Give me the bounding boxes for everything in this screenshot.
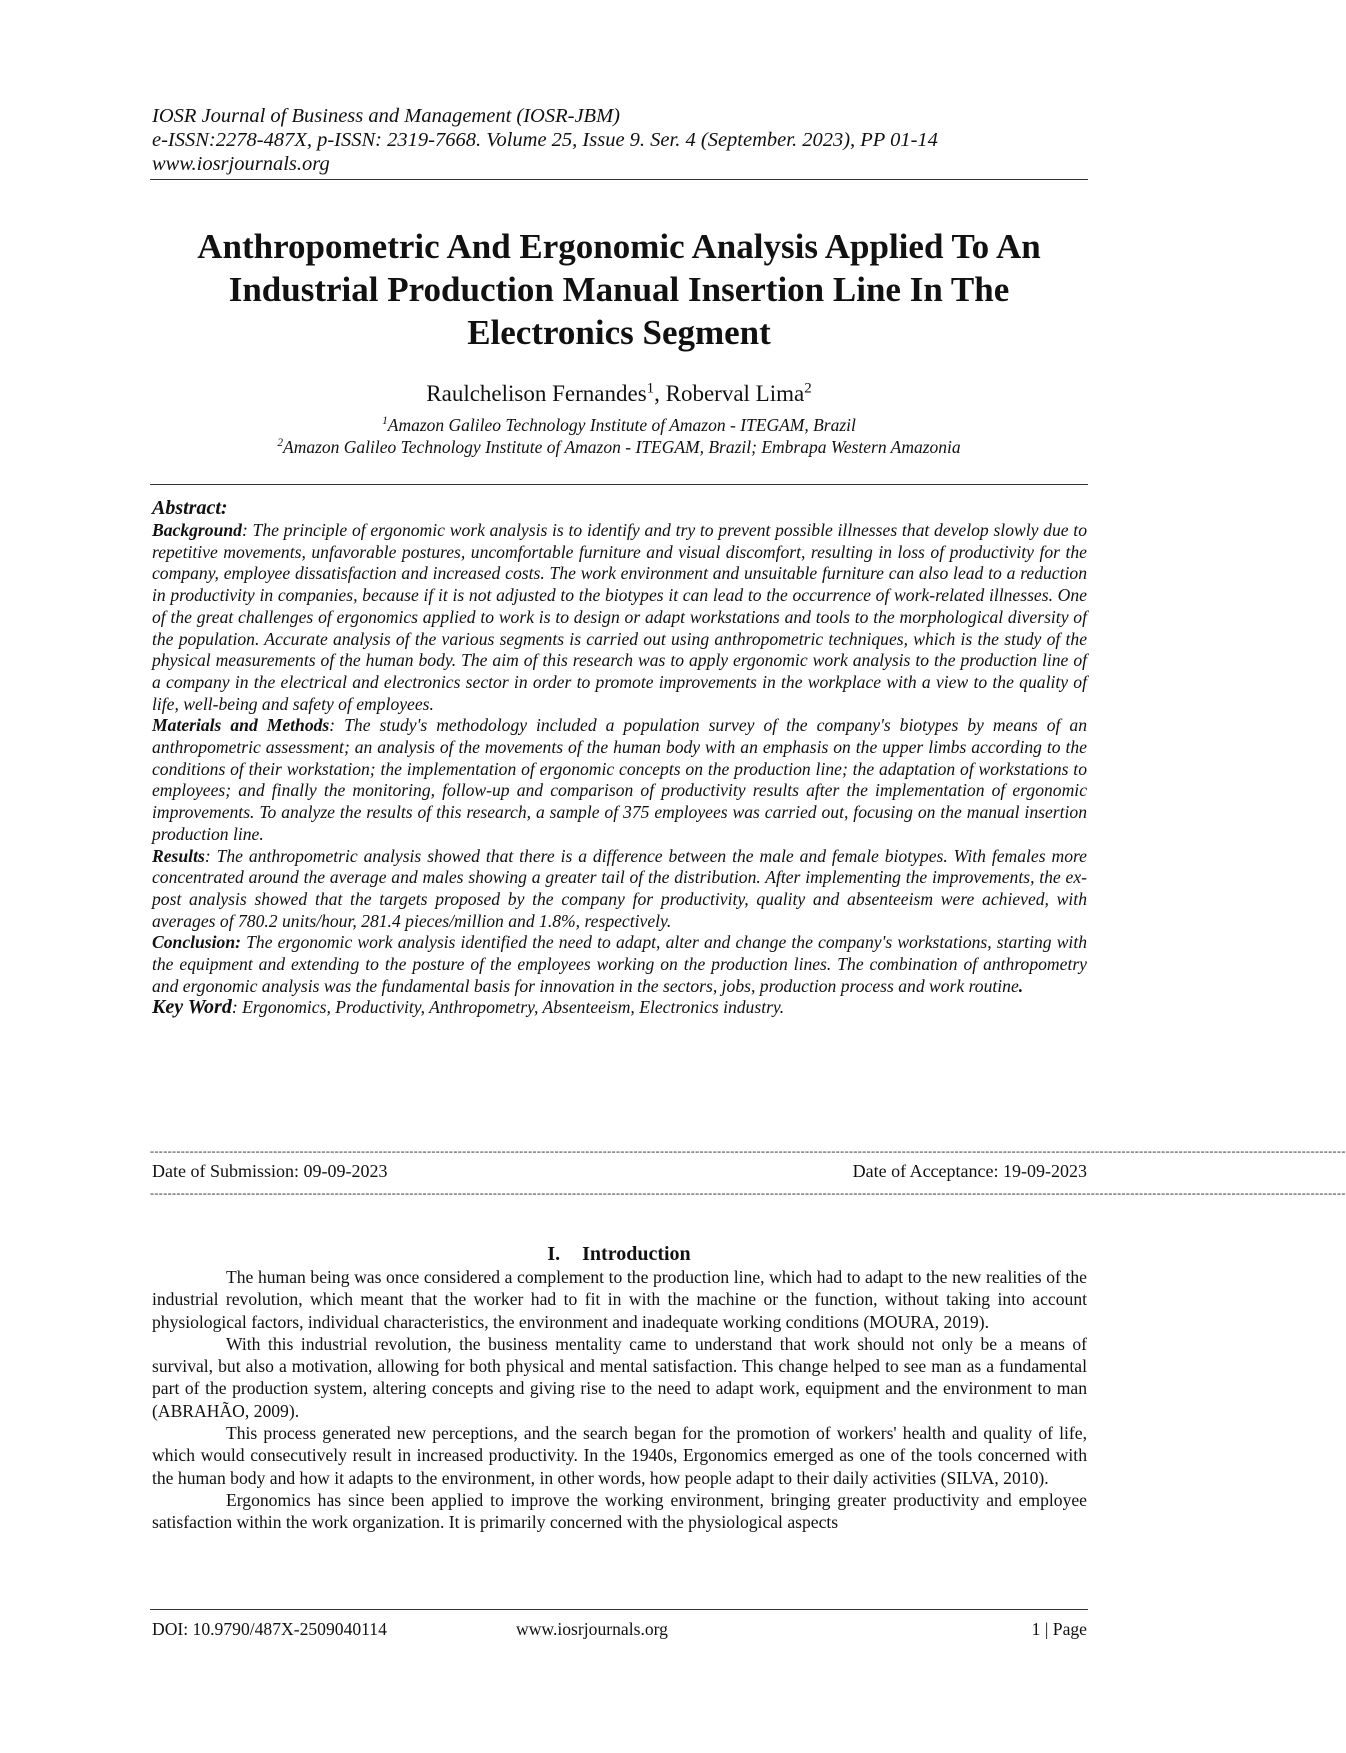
author-2: Roberval Lima — [665, 381, 805, 406]
affiliation-1-sup: 1 — [382, 415, 388, 428]
background-text: : The principle of ergonomic work analysis is to identify and try to prevent possible illnesses that develop slowly due to repetitive movements, unfavorable postures, uncomfortable furniture and visual discomfort, resulting in loss of productivity for the company, employee dissatisfaction and increased costs. The work environment and unsuitable furniture can also lead to a reduction in productivity in companies, because if it is not adjusted to the biotypes it can lead to the occurrence of work-related illnesses. One of the great challenges of ergonomics applied to work is to design or adapt workstations and tools to the morphological diversity of the population. Accurate analysis of the various segments is carried out using anthropometric techniques, which is the study of the physical measurements of the human body. The aim of this research was to apply ergonomic work analysis to the production line of a company in the electrical and electronics sector in order to promote improvements in the workplace with a view to the quality of life, well-being and safety of employees. — [152, 520, 1087, 714]
footer-page-number: 1 | Page — [1031, 1619, 1087, 1639]
issn-line: e-ISSN:2278-487X, p-ISSN: 2319-7668. Volume 25, Issue 9. Ser. 4 (September. 2023), PP 01-14 — [152, 129, 938, 151]
background-label: Background — [152, 520, 242, 540]
abstract-rule — [150, 484, 1088, 485]
abstract-background — [152, 520, 1087, 715]
results-text: : The anthropometric analysis showed that there is a difference between the male and female biotypes. With females more concentrated around the average and males showing a greater tail of the distribution. After implementing the improvements, the ex-post analysis showed that the targets proposed by the company for productivity, quality and absenteeism were achieved, with averages of 780.2 units/hour, 281.4 pieces/million and 1.8%, respectively. — [152, 845, 1087, 931]
intro-paragraph: The human being was once considered a complement to the production line, which had to adapt to the new realities of the industrial revolution, which meant that the worker had to fit in with the machine or the function, without taking into account physiological factors, individual characteristics, the environment and inadequate working conditions (MOURA, 2019). — [152, 1267, 1087, 1332]
affiliation-2-sup: 2 — [277, 437, 284, 450]
footer-rule — [150, 1609, 1088, 1610]
journal-website[interactable]: www.iosrjournals.org — [152, 153, 330, 175]
introduction-body — [152, 1266, 1087, 1534]
intro-paragraph: Ergonomics has since been applied to improve the working environment, bringing greater productivity and employee satisfaction within the work organization. It is primarily concerned with the physiological aspects — [152, 1489, 1087, 1533]
methods-text: : The study's methodology included a population survey of the company's biotypes by means of an anthropometric assessment; an analysis of the movements of the human body with an emphasis on the upper limbs according to the conditions of their workstation; the implementation of ergonomic concepts on the production line; the adaptation of workstations to employees; and finally the monitoring, follow-up and comparison of productivity results after the implementation of ergonomic improvements. To analyze the results of this research, a sample of 375 employees was carried out, focusing on the manual insertion production line. — [152, 715, 1087, 844]
keywords-text: : Ergonomics, Productivity, Anthropometry, Absenteeism, Electronics industry. — [231, 997, 785, 1018]
methods-label: Materials and Methods — [152, 715, 330, 736]
paper-title: Anthropometric And Ergonomic Analysis Applied To An Industrial Production Manual Insertion Line In The Electronics Segment — [197, 227, 1041, 352]
affiliation-1-text: Amazon Galileo Technology Institute of Amazon - ITEGAM, Brazil — [387, 415, 856, 435]
abstract-keywords — [152, 997, 1087, 1019]
abstract-results — [152, 846, 1087, 933]
keywords-label: Key Word — [152, 996, 232, 1019]
acceptance-date: Date of Acceptance: 19-09-2023 — [852, 1161, 1087, 1181]
results-label: Results — [152, 845, 205, 866]
header-rule — [150, 179, 1088, 180]
submission-date: Date of Submission: 09-09-2023 — [152, 1161, 388, 1181]
journal-name: IOSR Journal of Business and Management (IOSR-JBM) — [152, 105, 620, 127]
abstract-heading: Abstract: — [152, 497, 228, 519]
conclusion-end: . — [1018, 975, 1024, 996]
conclusion-label: Conclusion: — [152, 932, 241, 953]
affiliation-2-text: Amazon Galileo Technology Institute of Amazon - ITEGAM, Brazil; Embrapa Western Amazonia — [283, 437, 961, 457]
affiliation-2 — [150, 436, 1088, 458]
section-number: I. — [547, 1243, 561, 1265]
footer-website[interactable]: www.iosrjournals.org — [516, 1619, 668, 1639]
section-title: Introduction — [582, 1243, 691, 1265]
author-2-sup: 2 — [804, 380, 812, 397]
intro-paragraph: With this industrial revolution, the business mentality came to understand that work should not only be a means of survival, but also a motivation, allowing for both physical and mental satisfaction. This change helped to see man as a fundamental part of the production system, altering concepts and giving rise to the need to adapt work, equipment and the environment to man (ABRAHÃO, 2009). — [152, 1333, 1087, 1421]
abstract — [152, 496, 1087, 1019]
author-1-sup: 1 — [646, 380, 655, 397]
footer-doi[interactable]: DOI: 10.9790/487X-2509040114 — [152, 1619, 387, 1639]
author-separator: , — [654, 381, 666, 406]
conclusion-text: The ergonomic work analysis identified the need to adapt, alter and change the company's workstations, starting with the equipment and extending to the posture of the employees working on the production lines. The combination of anthropometry and ergonomic analysis was the fundamental basis for innovation in the sectors, jobs, production process and work routine — [152, 932, 1087, 996]
abstract-conclusion — [152, 932, 1087, 997]
section-heading — [150, 1242, 1088, 1266]
dashed-separator-bottom: -------------------------------------------------------------------------------------------------------------------------------------------------------------------------------------------------------------------------------------------------------------------------------- — [150, 1186, 1346, 1200]
affiliation-1 — [150, 414, 1088, 436]
intro-paragraph: This process generated new perceptions, and the search began for the promotion of workers' health and quality of life, which would consecutively result in increased productivity. In the 1940s, Ergonomics emerged as one of the tools concerned with the human body and how it adapts to the environment, in other words, how people adapt to their daily activities (SILVA, 2010). — [152, 1423, 1087, 1488]
abstract-methods — [152, 715, 1087, 845]
author-1: Raulchelison Fernandes — [426, 381, 647, 406]
authors — [150, 380, 1088, 408]
dates-row — [152, 1160, 1087, 1182]
dashed-separator-top: -------------------------------------------------------------------------------------------------------------------------------------------------------------------------------------------------------------------------------------------------------------------------------- — [150, 1144, 1346, 1158]
